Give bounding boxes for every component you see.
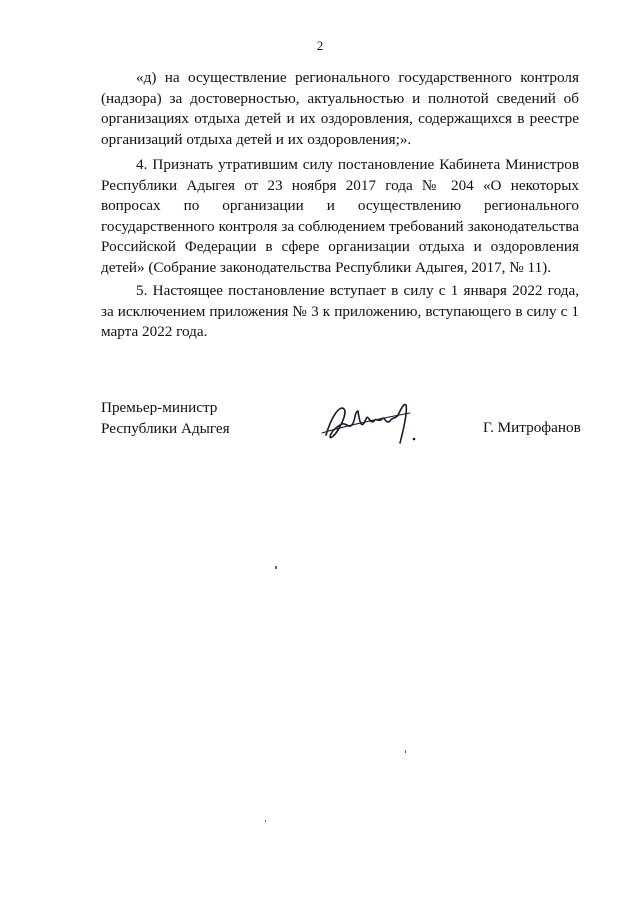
- signer-title-line1: Премьер-министр: [101, 399, 218, 416]
- scan-speck: [275, 566, 277, 569]
- handwritten-signature: [318, 395, 428, 450]
- signer-title: [101, 398, 230, 439]
- paragraph-item-5: 5. Настоящее постановление вступает в силу с 1 января 2022 года, за исключением приложения № 3 к приложению, вступающего в силу с 1 марта 2022 года.: [101, 282, 579, 340]
- paragraph-item-4: 4. Признать утратившим силу постановление Кабинета Министров Республики Адыгея от 23 ноября 2017 года № 204 «О некоторых вопросах по организации и осуществлению регионального государственного контроля за соблюдением требований законодательства Российской Федерации в сфере организации отдыха и оздоровления детей» (Собрание законодательства Республики Адыгея, 2017, № 11).: [101, 156, 579, 276]
- scan-speck: [405, 750, 406, 753]
- paragraph-subitem-d: «д) на осуществление регионального государственного контроля (надзора) за достоверностью, актуальностью и полнотой сведений об организациях отдыха детей и их оздоровления, содержащихся в реестре организаций отдыха детей и их оздоровления;».: [101, 69, 579, 148]
- page-number: 2: [316, 38, 324, 53]
- signer-name: Г. Митрофанов: [483, 419, 581, 436]
- scan-speck: [265, 820, 266, 822]
- signer-title-line2: Республики Адыгея: [101, 419, 230, 437]
